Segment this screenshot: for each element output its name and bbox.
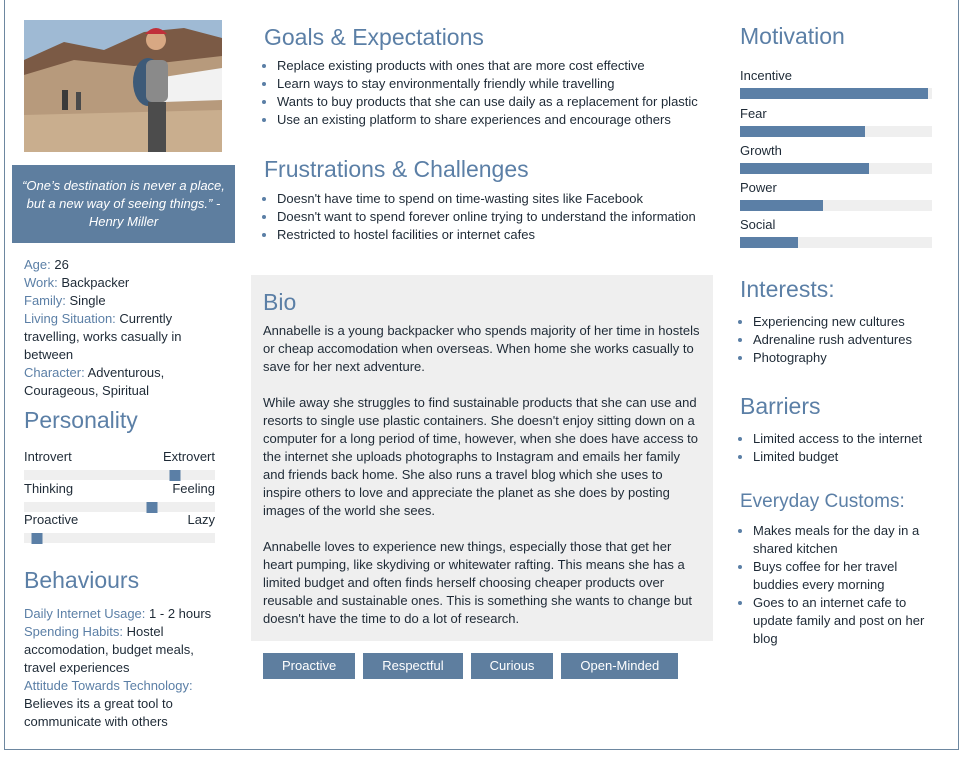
bar-fill bbox=[740, 200, 823, 211]
behaviour-internet-usage: Daily Internet Usage: 1 - 2 hours bbox=[24, 606, 212, 621]
bar-label: Incentive bbox=[740, 68, 793, 83]
bar-track bbox=[740, 200, 932, 211]
bio-panel bbox=[251, 275, 713, 641]
personality-title: Personality bbox=[24, 407, 138, 433]
profile-living-situation: Living Situation: Currently travelling, works casually in between bbox=[24, 311, 182, 362]
list-item: • Replace existing products with ones that are more cost effective bbox=[277, 57, 727, 75]
profile-details bbox=[24, 256, 229, 400]
trait-tags bbox=[263, 653, 686, 679]
list-item: • Doesn't want to spend forever online trying to understand the information bbox=[277, 208, 727, 226]
list-item: • Photography bbox=[753, 349, 953, 367]
list-item: • Doesn't have time to spend on time-wasting sites like Facebook bbox=[277, 190, 727, 208]
customs-list bbox=[740, 522, 938, 648]
list-item: • Limited budget bbox=[753, 448, 953, 466]
profile-family: Family: Single bbox=[24, 293, 106, 308]
tag-open-minded: Open-Minded bbox=[561, 653, 678, 679]
interests-title: Interests: bbox=[740, 276, 835, 302]
slider-right-label: Feeling bbox=[172, 481, 215, 496]
list-item: • Wants to buy products that she can use daily as a replacement for plastic bbox=[277, 93, 727, 111]
bar-label: Power bbox=[740, 180, 777, 195]
behaviours-title: Behaviours bbox=[24, 567, 140, 593]
persona-photo bbox=[24, 20, 222, 152]
slider-track bbox=[24, 470, 215, 480]
motivation-bar-growth bbox=[740, 142, 932, 174]
interests-list bbox=[740, 313, 953, 367]
frustrations-list bbox=[264, 190, 727, 244]
barriers-title: Barriers bbox=[740, 393, 821, 419]
goals-title: Goals & Expectations bbox=[264, 24, 484, 50]
behaviour-technology-attitude: Attitude Towards Technology: Believes its a great tool to communicate with others bbox=[24, 678, 193, 729]
personality-slider-thinking-feeling bbox=[24, 480, 215, 512]
profile-character: Character: Adventurous, Courageous, Spiritual bbox=[24, 365, 165, 398]
customs-title: Everyday Customs: bbox=[740, 491, 905, 512]
slider-right-label: Extrovert bbox=[162, 449, 215, 464]
tag-curious: Curious bbox=[471, 653, 554, 679]
list-item: • Use an existing platform to share experiences and encourage others bbox=[277, 111, 727, 129]
list-item: • Adrenaline rush adventures bbox=[753, 331, 953, 349]
bio-paragraph: Annabelle is a young backpacker who spends majority of her time in hostels or cheap accomodation when overseas. When home she works casually to save for her next adventure. bbox=[263, 323, 700, 374]
bar-fill bbox=[740, 163, 869, 174]
personality-slider-introvert-extrovert bbox=[24, 448, 215, 480]
list-item: • Experiencing new cultures bbox=[753, 313, 953, 331]
slider-track bbox=[24, 533, 215, 543]
motivation-title: Motivation bbox=[740, 23, 845, 49]
bar-label: Social bbox=[740, 217, 776, 232]
bar-label: Fear bbox=[740, 106, 767, 121]
profile-age: Age: 26 bbox=[24, 257, 69, 272]
slider-left-label: Introvert bbox=[24, 449, 72, 464]
list-item: • Makes meals for the day in a shared kitchen bbox=[753, 522, 938, 558]
bar-label: Growth bbox=[740, 143, 782, 158]
list-item: • Limited access to the internet bbox=[753, 430, 953, 448]
motivation-bar-social bbox=[740, 216, 932, 248]
list-item: • Learn ways to stay environmentally friendly while travelling bbox=[277, 75, 727, 93]
persona-photo-illustration bbox=[24, 20, 222, 152]
slider-knob bbox=[32, 533, 43, 544]
bar-track bbox=[740, 163, 932, 174]
bar-fill bbox=[740, 88, 928, 99]
bar-fill bbox=[740, 237, 798, 248]
bar-track bbox=[740, 88, 932, 99]
bar-track bbox=[740, 237, 932, 248]
tag-proactive: Proactive bbox=[263, 653, 355, 679]
bio-paragraph: While away she struggles to find sustainable products that she can use and resorts to single use plastic containers. She doesn't enjoy sitting down on a computer for a long period of time, however, when she does have access to the internet she uploads photographs to Instagram and emails her family and friends back home. She also runs a travel blog which she uses to inspire others to love and appreciate the planet as she does by posting images of the world she sees. bbox=[263, 395, 699, 518]
bio-title: Bio bbox=[263, 289, 297, 315]
list-item: • Goes to an internet cafe to update family and post on her blog bbox=[753, 594, 938, 648]
barriers-list bbox=[740, 430, 953, 466]
personality-slider-proactive-lazy bbox=[24, 511, 215, 543]
tag-respectful: Respectful bbox=[363, 653, 462, 679]
motivation-bar-power bbox=[740, 179, 932, 211]
frustrations-title: Frustrations & Challenges bbox=[264, 156, 529, 182]
motivation-bar-fear bbox=[740, 105, 932, 137]
behaviour-spending-habits: Spending Habits: Hostel accomodation, budget meals, travel experiences bbox=[24, 624, 194, 675]
list-item: • Buys coffee for her travel buddies every morning bbox=[753, 558, 938, 594]
list-item: • Restricted to hostel facilities or internet cafes bbox=[277, 226, 727, 244]
motivation-bar-incentive bbox=[740, 67, 932, 99]
persona-quote: “One’s destination is never a place, but a new way of seeing things.” - Henry Miller bbox=[12, 165, 235, 243]
slider-left-label: Thinking bbox=[24, 481, 74, 496]
goals-list bbox=[264, 57, 727, 129]
bar-track bbox=[740, 126, 932, 137]
profile-work: Work: Backpacker bbox=[24, 275, 130, 290]
slider-right-label: Lazy bbox=[187, 512, 215, 527]
behaviours-details bbox=[24, 605, 229, 731]
slider-left-label: Proactive bbox=[24, 512, 79, 527]
bio-paragraph: Annabelle loves to experience new things, especially those that get her heart pumping, like skydiving or whitewater rafting. This means she has a limited budget and often finds herself choosing cheaper products over reusable and sustainable ones. This is something she wants to change but doesn't have the time to do a lot of research. bbox=[263, 539, 693, 626]
bar-fill bbox=[740, 126, 865, 137]
